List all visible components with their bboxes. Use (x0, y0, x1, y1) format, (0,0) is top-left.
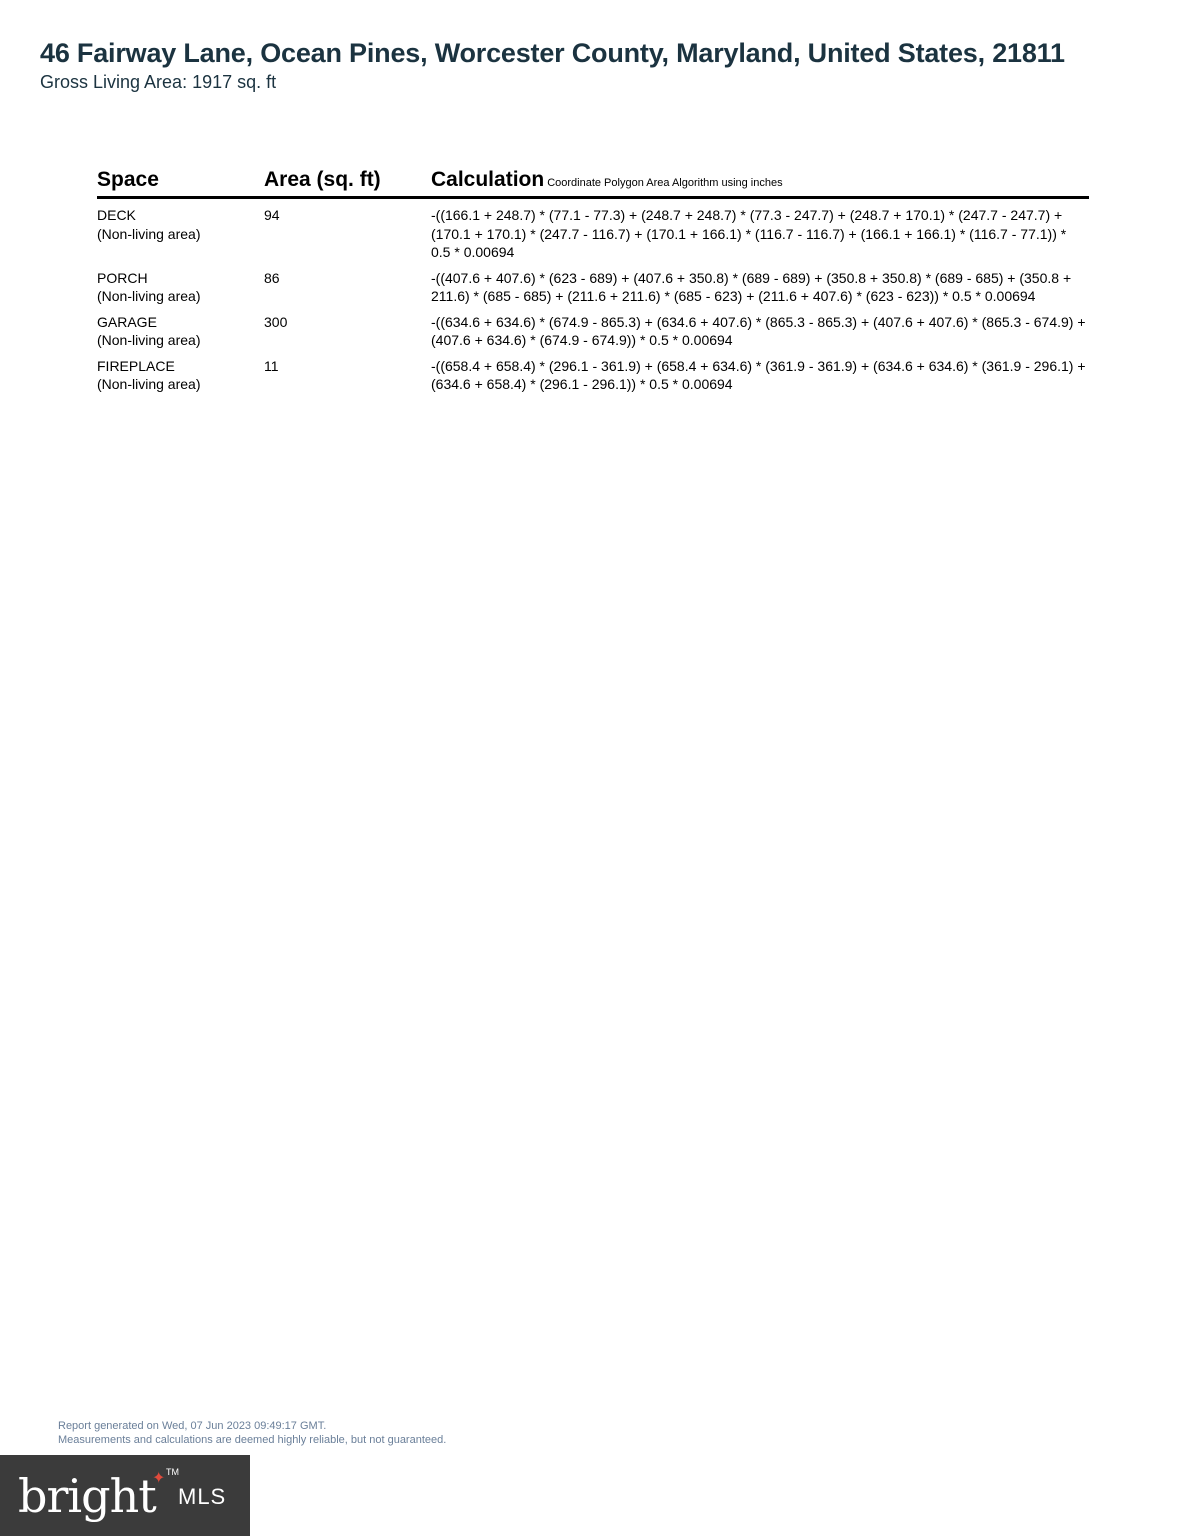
space-name: FIREPLACE (97, 357, 175, 374)
space-name: DECK (97, 207, 136, 223)
area-calculation-table (97, 168, 1089, 394)
logo-wordmark: bright (18, 1468, 156, 1523)
area-value: 86 (264, 269, 280, 286)
logo-trademark: TM (166, 1467, 179, 1477)
area-value: 300 (264, 313, 288, 330)
space-name: PORCH (97, 269, 148, 286)
space-cell (97, 313, 264, 350)
column-header-calculation-label: Calculation (431, 168, 545, 191)
space-cell (97, 269, 264, 306)
calculation-formula: -((166.1 + 248.7) * (77.1 - 77.3) + (248.7 + 248.7) * (77.3 - 247.7) + (248.7 + 170.1) * (247.7 - 247.7) + (170.1 + 170.1) * (247.7 - 116.7) + (170.1 + 166.1) * (116.7 - 116.7) + (166.1 + 166.1) * (116.7 - 77.1)) * 0.5 * 0.00694 (431, 207, 1067, 260)
space-name: GARAGE (97, 313, 157, 330)
space-type: (Non-living area) (97, 332, 201, 348)
space-type: (Non-living area) (97, 225, 201, 242)
calculation-formula: -((658.4 + 658.4) * (296.1 - 361.9) + (658.4 + 634.6) * (361.9 - 361.9) + (634.6 + 634.6) * (361.9 - 296.1) + (634.6 + 658.4) * (296.1 - 296.1)) * 0.5 * 0.00694 (431, 357, 1086, 392)
column-header-space: Space (97, 168, 159, 191)
reliability-disclaimer: Measurements and calculations are deemed highly reliable, but not guaranteed. (58, 1433, 447, 1446)
report-generated-date: Report generated on Wed, 07 Jun 2023 09:49:17 GMT. (58, 1420, 327, 1432)
table-row (97, 269, 1089, 306)
area-value: 94 (264, 207, 280, 223)
logo-star-icon: ✦ (152, 1470, 166, 1487)
column-header-area: Area (sq. ft) (264, 168, 381, 191)
space-cell (97, 357, 264, 394)
bright-mls-logo (0, 1455, 250, 1536)
report-footer (58, 1420, 446, 1447)
calculation-formula: -((634.6 + 634.6) * (674.9 - 865.3) + (634.6 + 407.6) * (865.3 - 865.3) + (407.6 + 407.6) * (865.3 - 674.9) + (407.6 + 634.6) * (674.9 - 674.9)) * 0.5 * 0.00694 (431, 313, 1086, 348)
logo-mls-text: MLS (178, 1484, 227, 1509)
calculation-formula: -((407.6 + 407.6) * (623 - 689) + (407.6 + 350.8) * (689 - 689) + (350.8 + 350.8) * (689 - 685) + (350.8 + 211.6) * (685 - 685) + (211.6 + 211.6) * (685 - 623) + (211.6 + 407.6) * (623 - 623)) * 0.5 * 0.00694 (431, 269, 1072, 304)
gross-living-area: Gross Living Area: 1917 sq. ft (40, 72, 277, 92)
column-header-calculation (431, 168, 1089, 192)
space-type: (Non-living area) (97, 376, 201, 392)
table-header (97, 168, 1089, 199)
space-type: (Non-living area) (97, 288, 201, 304)
table-row (97, 313, 1089, 350)
table-row (97, 206, 1089, 262)
table-row (97, 357, 1089, 394)
area-value: 11 (264, 357, 279, 374)
property-address-title: 46 Fairway Lane, Ocean Pines, Worcester County, Maryland, United States, 21811 (40, 38, 1065, 68)
calculation-method-note: Coordinate Polygon Area Algorithm using inches (547, 177, 783, 189)
space-cell (97, 206, 264, 262)
